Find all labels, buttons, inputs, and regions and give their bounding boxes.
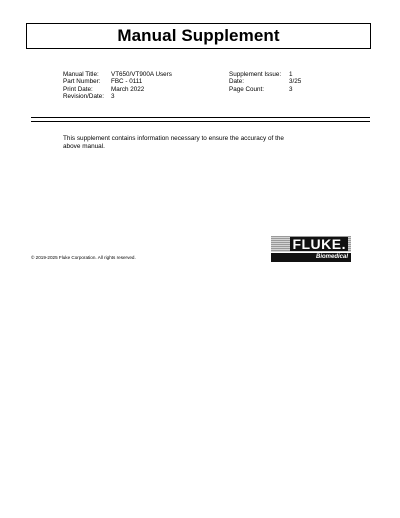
- divider-thin: [31, 121, 370, 122]
- meta-label: Date:: [229, 78, 245, 86]
- manual-info-right: [229, 71, 301, 93]
- meta-row-page-count: [229, 86, 301, 93]
- logo-brand: FLUKE.: [292, 236, 346, 252]
- meta-label: Manual Title:: [63, 71, 99, 78]
- meta-label: Page Count:: [229, 85, 265, 93]
- manual-info-left: [63, 71, 172, 101]
- fluke-biomedical-logo: [271, 236, 351, 262]
- meta-row-date: [229, 78, 301, 85]
- meta-value: 3/25: [289, 78, 302, 86]
- meta-label: Part Number:: [63, 78, 101, 86]
- meta-label: Supplement Issue:: [229, 71, 282, 78]
- meta-value: 3: [111, 93, 115, 101]
- title-box: [26, 23, 371, 49]
- meta-row-manual-title: [63, 71, 172, 78]
- meta-row-revision-date: [63, 93, 172, 100]
- meta-row-supplement-issue: [229, 71, 301, 78]
- meta-label: Print Date:: [63, 85, 93, 93]
- logo-subtitle: Biomedical: [271, 253, 351, 262]
- page-title: Manual Supplement: [117, 26, 280, 45]
- meta-value: 1: [289, 71, 293, 78]
- meta-value: FBC - 0111: [111, 78, 143, 86]
- meta-row-part-number: [63, 78, 172, 85]
- copyright-notice: © 2019-2025 Fluke Corporation. All rights reserved.: [31, 255, 136, 260]
- meta-value: 3: [289, 85, 293, 93]
- meta-value: VT650/VT900A Users: [111, 71, 172, 78]
- meta-row-print-date: [63, 86, 172, 93]
- meta-value: March 2022: [111, 85, 145, 93]
- divider-thick: [31, 117, 370, 118]
- meta-label: Revision/Date:: [63, 93, 104, 101]
- logo-banner: [271, 236, 351, 252]
- supplement-intro: This supplement contains information necessary to ensure the accuracy of the above manual.: [63, 135, 284, 151]
